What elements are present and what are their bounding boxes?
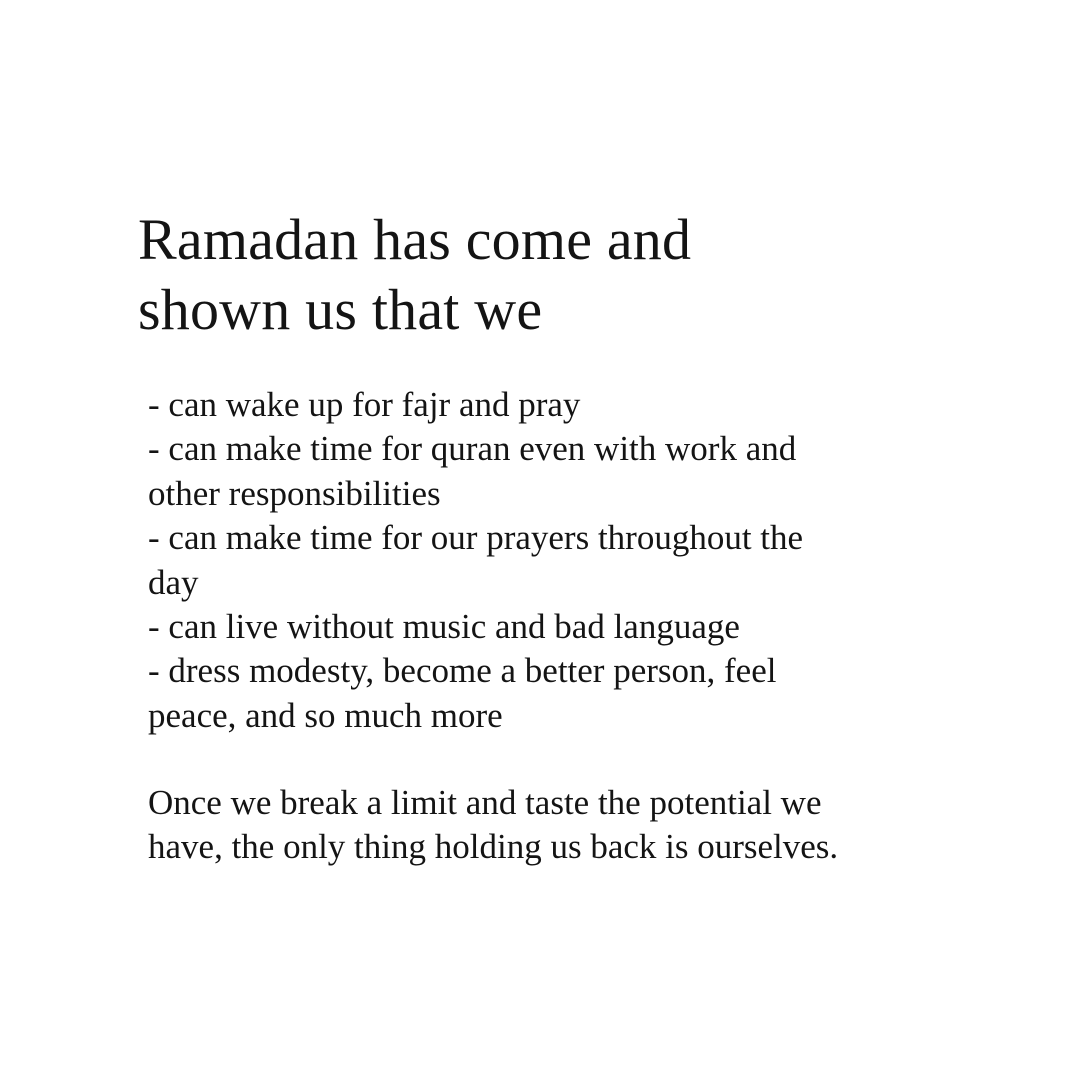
headline-line: Ramadan has come and [138, 207, 692, 272]
reflection-list [148, 383, 1048, 738]
closing-line: have, the only thing holding us back is ourselves. [148, 827, 839, 867]
headline [138, 205, 998, 345]
list-line: other responsibilities [148, 473, 441, 513]
closing-line: Once we break a limit and taste the potential we [148, 783, 822, 822]
list-line: day [148, 562, 199, 602]
list-line: - dress modesty, become a better person, feel [148, 651, 777, 691]
list-line: - can make time for quran even with work and [148, 429, 797, 469]
list-line: - can make time for our prayers throughout the [148, 518, 804, 558]
list-line: - can live without music and bad language [148, 607, 740, 647]
list-line: peace, and so much more [148, 695, 503, 735]
closing-paragraph [148, 781, 1048, 870]
list-line: - can wake up for fajr and pray [148, 385, 581, 424]
headline-line: shown us that we [138, 277, 543, 342]
